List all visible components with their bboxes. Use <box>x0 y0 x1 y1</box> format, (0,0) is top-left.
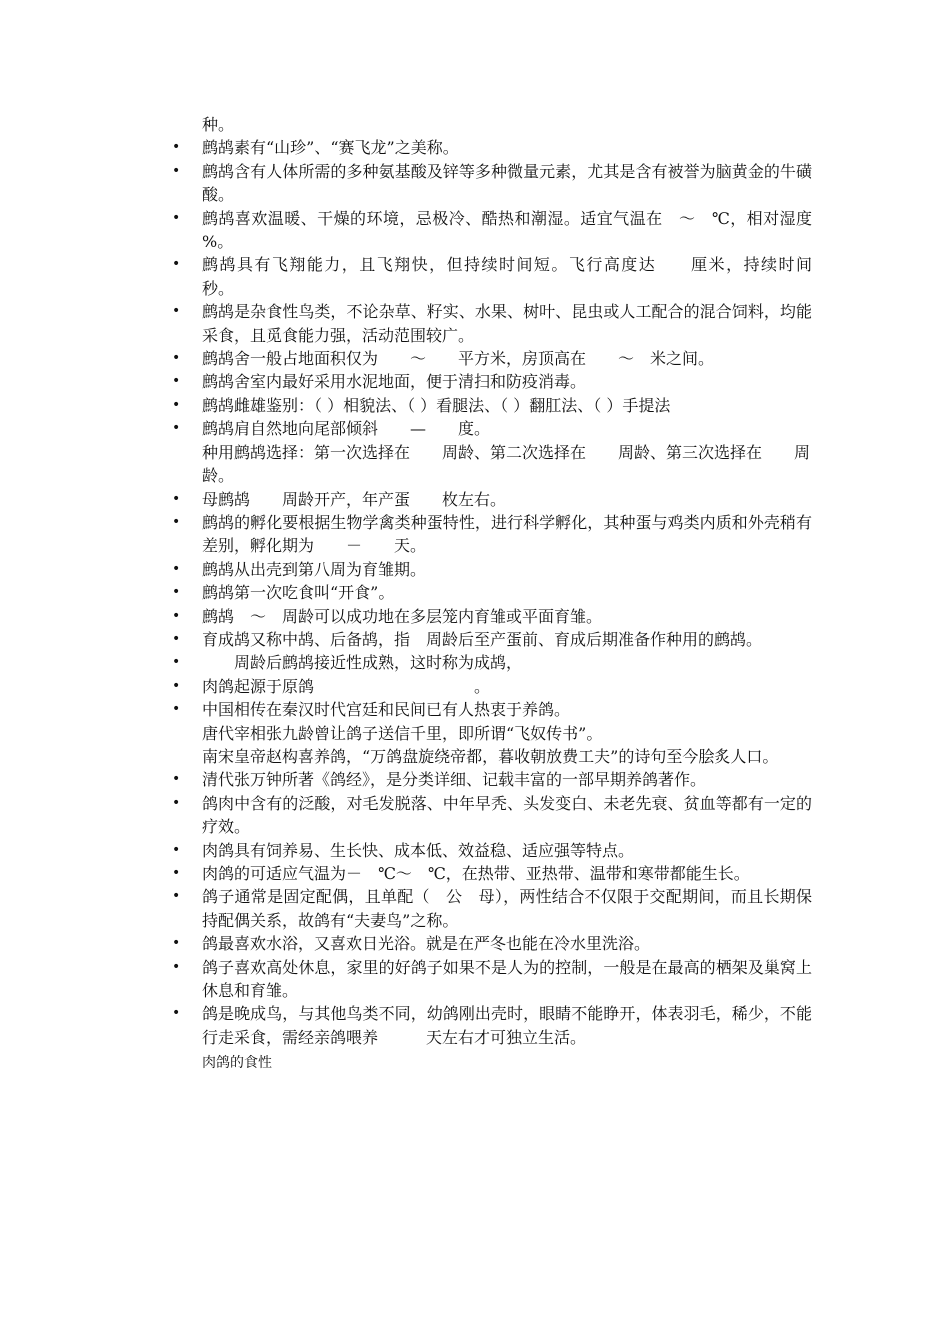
list-item: • 鹧鸪素有“山珍”、“赛飞龙”之美称。 <box>172 136 812 159</box>
list-item: • 鹧鸪具有飞翔能力，且飞翔快，但持续时间短。飞行高度达 厘米，持续时间 秒。 <box>172 253 812 300</box>
list-item: • 鹧鸪从出壳到第八周为育雏期。 <box>172 558 812 581</box>
list-item: • 鹧鸪第一次吃食叫“开食”。 <box>172 581 812 604</box>
list-item: • 鸽最喜欢水浴，又喜欢日光浴。就是在严冬也能在冷水里洗浴。 <box>172 932 812 955</box>
text-line: 种用鹧鸪选择：第一次选择在 周龄、第二次选择在 周龄、第三次选择在 周龄。 <box>202 442 811 486</box>
list-item: • 鸽子喜欢高处休息，家里的好鸽子如果不是人为的控制，一般是在最高的栖架及巢窝上休息和育雏。 <box>172 956 812 1003</box>
list-item: • 中国相传在秦汉时代宫廷和民间已有人热衷于养鸽。 <box>172 698 812 721</box>
list-item: • 鹧鸪是杂食性鸟类，不论杂草、籽实、水果、树叶、昆虫或人工配合的混合饲料，均能采食，且觅食能力强，活动范围较广。 <box>172 300 812 347</box>
list-item: • 鹧鸪舍室内最好采用水泥地面，便于清扫和防疫消毒。 <box>172 370 812 393</box>
list-item: • 鹧鸪舍一般占地面积仅为 ～ 平方米，房顶高在 ～ 米之间。 <box>172 347 812 370</box>
section-heading: 肉鸽的食性 <box>202 1055 272 1072</box>
list-item: • 育成鸪又称中鸪、后备鸪，指 周龄后至产蛋前、育成后期准备作种用的鹧鸪。 <box>172 628 812 651</box>
list-item: • 鹧鸪喜欢温暖、干燥的环境，忌极冷、酷热和潮湿。适宜气温在 ～ ℃，相对湿度 %。 <box>172 207 812 254</box>
list-item: • 鸽子通常是固定配偶，且单配（ 公 母），两性结合不仅限于交配期间，而且长期保持配偶关系，故鸽有“夫妻鸟”之称。 <box>172 885 812 932</box>
text-line-continuation: 种。 <box>202 115 235 134</box>
list-item: • 鹧鸪的孵化要根据生物学禽类种蛋特性，进行科学孵化，其种蛋与鸡类内质和外壳稍有差别，孵化期为 － 天。 <box>172 511 812 558</box>
list-item: • 鸽是晚成鸟，与其他鸟类不同，幼鸽刚出壳时，眼睛不能睁开，体表羽毛，稀少，不能行走采食，需经亲鸽喂养 天左右才可独立生活。 <box>172 1002 812 1049</box>
list-item: • 肉鸽具有饲养易、生长快、成本低、效益稳、适应强等特点。 <box>172 839 812 862</box>
list-item: • 清代张万钟所著《鸽经》，是分类详细、记载丰富的一部早期养鸽著作。 <box>172 768 812 791</box>
list-item: • 鹧鸪含有人体所需的多种氨基酸及锌等多种微量元素，尤其是含有被誉为脑黄金的牛磺酸。 <box>172 160 812 207</box>
document-body <box>172 113 845 1074</box>
list-item: • 肉鸽起源于原鸽 。 <box>172 675 812 698</box>
text-line: 南宋皇帝赵构喜养鸽，“万鸽盘旋绕帝都，暮收朝放费工夫”的诗句至今脍炙人口。 <box>202 746 779 766</box>
list-item: • 肉鸽的可适应气温为－ ℃～ ℃，在热带、亚热带、温带和寒带都能生长。 <box>172 862 812 885</box>
list-item: • 周龄后鹧鸪接近性成熟，这时称为成鸪， <box>172 651 812 674</box>
list-item: • 鹧鸪 ～ 周龄可以成功地在多层笼内育雏或平面育雏。 <box>172 605 812 628</box>
list-item: • 鸽肉中含有的泛酸，对毛发脱落、中年早秃、头发变白、未老先衰、贫血等都有一定的疗效。 <box>172 792 812 839</box>
text-line: 唐代宰相张九龄曾让鸽子送信千里，即所谓“飞奴传书”。 <box>202 723 603 743</box>
list-item: • 鹧鸪雌雄鉴别：（ ）相貌法、（ ）看腿法、（ ）翻肛法、（ ）手提法 <box>172 394 812 417</box>
list-item: • 鹧鸪肩自然地向尾部倾斜 — 度。 <box>172 417 812 440</box>
list-item: • 母鹧鸪 周龄开产，年产蛋 枚左右。 <box>172 488 812 511</box>
